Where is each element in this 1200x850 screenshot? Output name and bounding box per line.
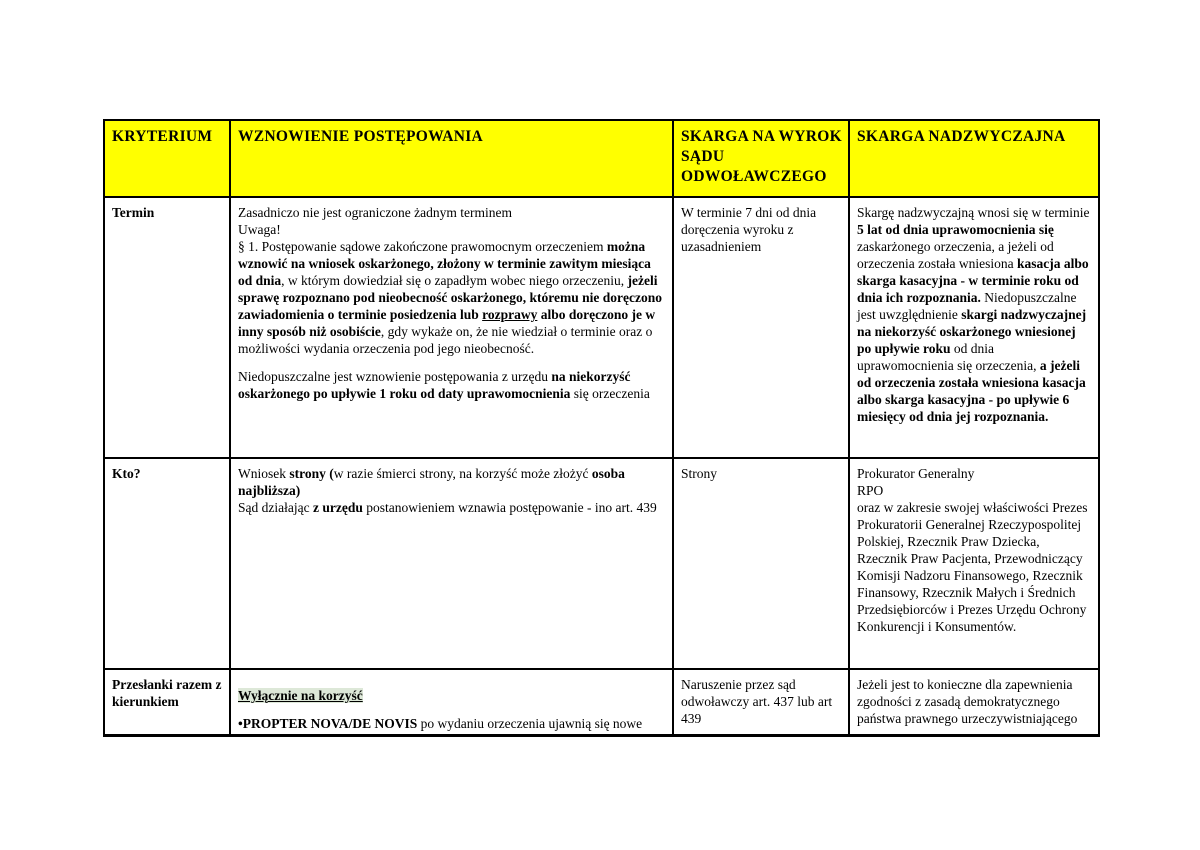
cell-przeslanki-wznowienie: Wyłącznie na korzyść •PROPTER NOVA/DE NOVIS po wydaniu orzeczenia ujawnią się nowe (230, 669, 673, 736)
table-row-przeslanki (104, 669, 1099, 736)
header-row (104, 120, 1099, 197)
criterion-kto: Kto? (104, 458, 230, 669)
cell-termin-skarga-wyrok: W terminie 7 dni od dnia doręczenia wyroku z uzasadnieniem (673, 197, 849, 458)
header-cell-skarga-wyrok: SKARGA NA WYROK SĄDU ODWOŁAWCZEGO (673, 120, 849, 197)
criterion-termin: Termin (104, 197, 230, 458)
header-cell-skarga-nadzwyczajna: SKARGA NADZWYCZAJNA (849, 120, 1099, 197)
comparison-table (103, 119, 1100, 737)
cell-przeslanki-skarga-nadzwyczajna: Jeżeli jest to konieczne dla zapewnienia zgodności z zasadą demokratycznego państwa prawnego urzeczywistniającego (849, 669, 1099, 736)
header-cell-kryterium: KRYTERIUM (104, 120, 230, 197)
header-cell-wznowienie: WZNOWIENIE POSTĘPOWANIA (230, 120, 673, 197)
table-row-kto (104, 458, 1099, 669)
document-page (103, 119, 1098, 737)
table-row-termin (104, 197, 1099, 458)
cell-kto-wznowienie: Wniosek strony (w razie śmierci strony, na korzyść może złożyć osoba najbliższa) Sąd działając z urzędu postanowieniem wznawia postępowanie - ino art. 439 (230, 458, 673, 669)
cell-kto-skarga-wyrok: Strony (673, 458, 849, 669)
cell-termin-wznowienie: Zasadniczo nie jest ograniczone żadnym terminem Uwaga! § 1. Postępowanie sądowe zakończone prawomocnym orzeczeniem można wznowić na wniosek oskarżonego, złożony w terminie zawitym miesiąca od dnia, w którym dowiedział się o zapadłym wobec niego orzeczeniu, jeżeli sprawę rozpoznano pod nieobecność oskarżonego, któremu nie doręczono zawiadomienia o terminie posiedzenia lub rozprawy albo doręczono je w inny sposób niż osobiście, gdy wykaże on, że nie wiedział o terminie oraz o możliwości wydania orzeczenia pod jego nieobecność. Niedopuszczalne jest wznowienie postępowania z urzędu na niekorzyść oskarżonego po upływie 1 roku od daty uprawomocnienia się orzeczenia (230, 197, 673, 458)
criterion-przeslanki: Przesłanki razem z kierunkiem (104, 669, 230, 736)
cell-przeslanki-skarga-wyrok: Naruszenie przez sąd odwoławczy art. 437 lub art 439 (673, 669, 849, 736)
cell-termin-skarga-nadzwyczajna: Skargę nadzwyczajną wnosi się w terminie 5 lat od dnia uprawomocnienia się zaskarżonego orzeczenia, a jeżeli od orzeczenia została wniesiona kasacja albo skarga kasacyjna - w terminie roku od dnia ich rozpoznania. Niedopuszczalne jest uwzględnienie skargi nadzwyczajnej na niekorzyść oskarżonego wniesionej po upływie roku od dnia uprawomocnienia się orzeczenia, a jeżeli od orzeczenia została wniesiona kasacja albo skarga kasacyjna - po upływie 6 miesięcy od dnia jej rozpoznania. (849, 197, 1099, 458)
cell-kto-skarga-nadzwyczajna: Prokurator Generalny RPO oraz w zakresie swojej właściwości Prezes Prokuratorii Generalnej Rzeczypospolitej Polskiej, Rzecznik Praw Dziecka, Rzecznik Praw Pacjenta, Przewodniczący Komisji Nadzoru Finansowego, Rzecznik Finansowy, Rzecznik Małych i Średnich Przedsiębiorców i Prezes Urzędu Ochrony Konkurencji i Konsumentów. (849, 458, 1099, 669)
